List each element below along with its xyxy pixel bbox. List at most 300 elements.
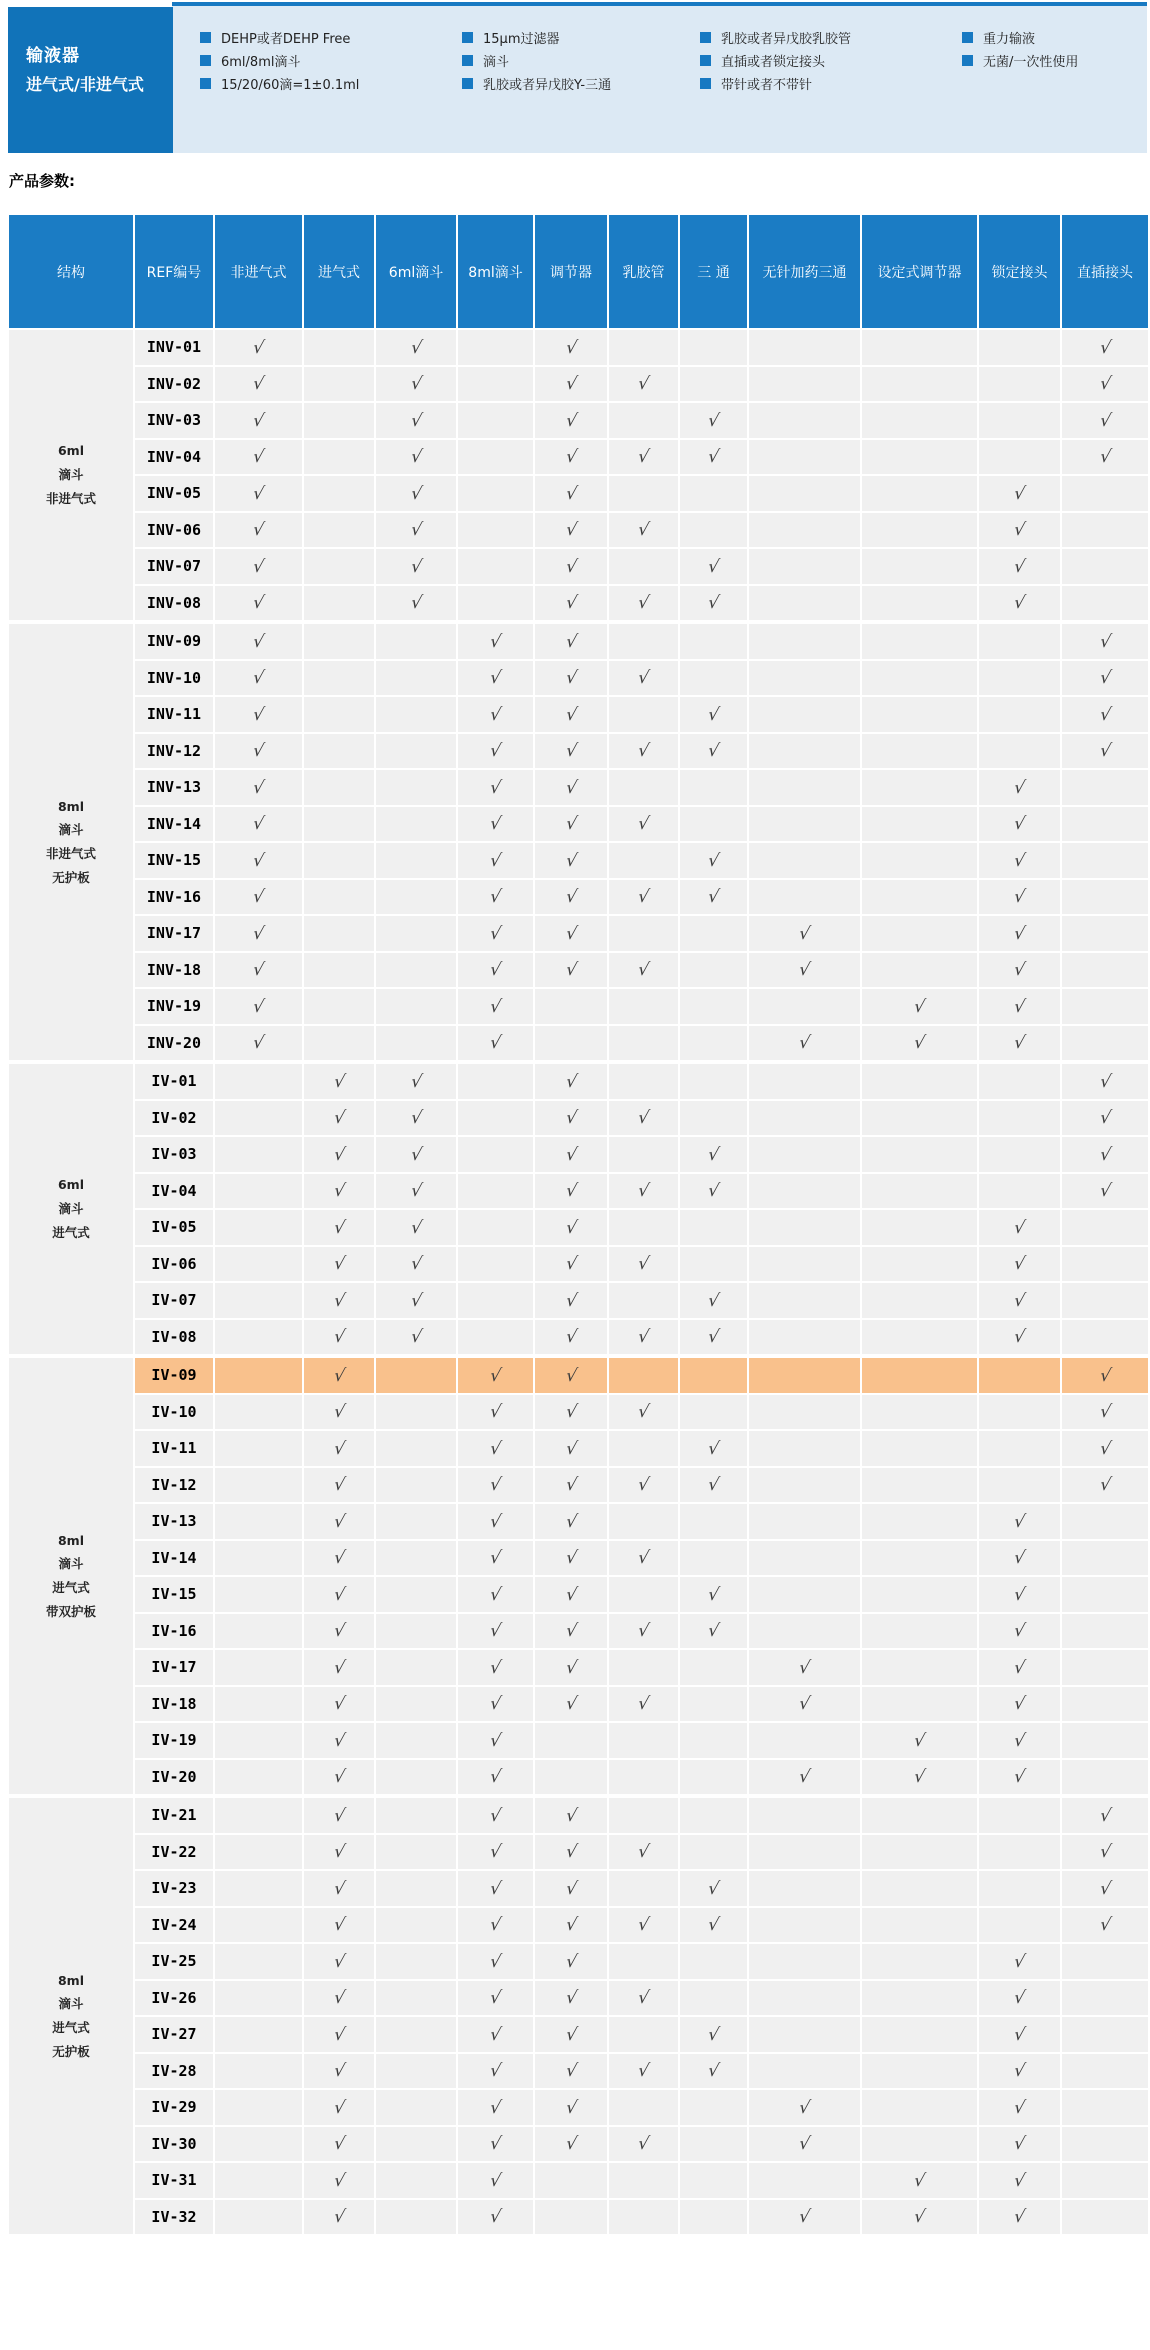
check-cell-直插接头 [1061,842,1149,879]
check-icon: √ [331,1402,347,1423]
ref-cell: INV-15 [134,842,214,879]
check-cell-调节器 [534,512,608,549]
check-cell-非进气式 [214,733,303,770]
check-cell-设定式调节器 [861,1246,978,1283]
check-cell-乳胶管 [608,585,679,623]
check-cell-锁定接头 [978,915,1061,952]
check-cell-无针加药三通 [748,988,861,1025]
check-icon: √ [636,1988,651,2009]
check-icon: √ [488,2097,503,2118]
check-cell-6ml滴斗 [375,1356,457,1394]
check-cell-6ml滴斗 [375,548,457,585]
table-row-INV-18[interactable] [8,952,1149,989]
check-cell-非进气式 [214,842,303,879]
check-icon: √ [563,1915,579,1936]
check-cell-调节器 [534,1246,608,1283]
feature-item [700,72,962,95]
check-cell-8ml滴斗 [457,512,534,549]
check-cell-设定式调节器 [861,585,978,623]
check-cell-乳胶管 [608,733,679,770]
ref-cell: IV-17 [134,1649,214,1686]
check-cell-8ml滴斗 [457,2126,534,2163]
check-cell-8ml滴斗 [457,1980,534,2017]
table-row-INV-20[interactable] [8,1025,1149,1063]
table-row-INV-16[interactable] [8,879,1149,916]
check-icon: √ [1097,1878,1113,1899]
check-cell-乳胶管 [608,2053,679,2090]
check-icon: √ [251,483,266,504]
check-cell-设定式调节器 [861,1319,978,1357]
ref-cell: INV-10 [134,660,214,697]
check-icon: √ [1097,1842,1113,1863]
check-cell-进气式 [303,622,375,660]
check-cell-直插接头 [1061,879,1149,916]
check-cell-8ml滴斗 [457,915,534,952]
table-row-IV-21[interactable] [8,1796,1149,1834]
table-row-INV-13[interactable] [8,769,1149,806]
table-row-INV-17[interactable] [8,915,1149,952]
table-row-IV-24[interactable] [8,1907,1149,1944]
check-icon: √ [797,2097,812,2118]
check-cell-非进气式 [214,1540,303,1577]
check-cell-三通 [679,988,748,1025]
ref-cell: INV-06 [134,512,214,549]
check-cell-锁定接头 [978,1430,1061,1467]
table-row-IV-23[interactable] [8,1870,1149,1907]
check-cell-乳胶管 [608,1503,679,1540]
check-cell-6ml滴斗 [375,622,457,660]
check-cell-设定式调节器 [861,439,978,476]
feature-item [462,49,700,72]
check-cell-乳胶管 [608,2016,679,2053]
table-header-cell-7: 乳胶管 [608,214,679,329]
check-cell-无针加药三通 [748,696,861,733]
check-icon: √ [706,1915,721,1936]
check-cell-锁定接头 [978,1759,1061,1797]
check-cell-6ml滴斗 [375,2162,457,2199]
check-cell-三通 [679,1467,748,1504]
check-cell-非进气式 [214,2126,303,2163]
check-cell-进气式 [303,2126,375,2163]
check-icon: √ [1097,1915,1113,1936]
check-cell-乳胶管 [608,2199,679,2236]
check-cell-无针加药三通 [748,1686,861,1723]
check-cell-直插接头 [1061,1062,1149,1100]
check-cell-6ml滴斗 [375,1209,457,1246]
check-cell-8ml滴斗 [457,733,534,770]
table-row-IV-07[interactable] [8,1282,1149,1319]
table-row-IV-10[interactable] [8,1394,1149,1431]
check-cell-乳胶管 [608,1356,679,1394]
check-cell-无针加药三通 [748,1834,861,1871]
check-icon: √ [1097,1071,1113,1092]
check-cell-调节器 [534,439,608,476]
check-cell-调节器 [534,2126,608,2163]
check-icon: √ [563,1951,579,1972]
ref-cell: IV-29 [134,2089,214,2126]
table-row-IV-06[interactable] [8,1246,1149,1283]
check-cell-无针加药三通 [748,1467,861,1504]
check-cell-乳胶管 [608,1907,679,1944]
table-row-IV-04[interactable] [8,1173,1149,1210]
check-cell-锁定接头 [978,1209,1061,1246]
check-icon: √ [636,887,651,908]
structure-line: 滴斗 [58,1201,84,1217]
check-cell-设定式调节器 [861,1062,978,1100]
check-cell-三通 [679,915,748,952]
bullet-square-icon [200,78,211,89]
check-cell-非进气式 [214,1136,303,1173]
check-cell-锁定接头 [978,2016,1061,2053]
check-icon: √ [563,556,579,577]
check-cell-无针加药三通 [748,1173,861,1210]
check-icon: √ [408,1327,424,1348]
table-row-IV-15[interactable] [8,1576,1149,1613]
ref-cell: IV-10 [134,1394,214,1431]
table-row-INV-05[interactable] [8,475,1149,512]
table-row-INV-09[interactable] [8,622,1149,660]
table-row-IV-26[interactable] [8,1980,1149,2017]
check-icon: √ [1012,2207,1027,2228]
check-icon: √ [636,520,651,541]
check-cell-非进气式 [214,1319,303,1357]
check-cell-调节器 [534,2089,608,2126]
check-cell-6ml滴斗 [375,879,457,916]
check-icon: √ [488,2024,503,2045]
check-cell-进气式 [303,1834,375,1871]
check-cell-6ml滴斗 [375,1025,457,1063]
check-cell-无针加药三通 [748,1319,861,1357]
table-row-IV-25[interactable] [8,1943,1149,1980]
table-row-IV-27[interactable] [8,2016,1149,2053]
check-cell-锁定接头 [978,1503,1061,1540]
check-cell-设定式调节器 [861,1209,978,1246]
check-cell-6ml滴斗 [375,1062,457,1100]
check-cell-乳胶管 [608,769,679,806]
structure-line: 非进气式 [45,846,96,861]
check-icon: √ [488,996,503,1017]
check-cell-调节器 [534,1796,608,1834]
table-row-IV-12[interactable] [8,1467,1149,1504]
check-icon: √ [912,2170,927,2191]
check-cell-三通 [679,769,748,806]
check-cell-6ml滴斗 [375,1430,457,1467]
check-cell-非进气式 [214,1025,303,1063]
check-cell-调节器 [534,1943,608,1980]
check-cell-进气式 [303,988,375,1025]
table-row-IV-28[interactable] [8,2053,1149,2090]
check-cell-设定式调节器 [861,1613,978,1650]
check-cell-乳胶管 [608,1136,679,1173]
check-cell-8ml滴斗 [457,1686,534,1723]
table-row-IV-31[interactable] [8,2162,1149,2199]
check-icon: √ [1012,1290,1027,1311]
check-cell-锁定接头 [978,1613,1061,1650]
check-cell-三通 [679,660,748,697]
table-row-IV-03[interactable] [8,1136,1149,1173]
check-icon: √ [1012,1694,1027,1715]
table-row-IV-08[interactable] [8,1319,1149,1357]
check-cell-设定式调节器 [861,1100,978,1137]
check-icon: √ [1097,410,1113,431]
check-cell-非进气式 [214,660,303,697]
bullet-square-icon [462,78,473,89]
check-cell-6ml滴斗 [375,1246,457,1283]
check-cell-无针加药三通 [748,2053,861,2090]
table-row-IV-18[interactable] [8,1686,1149,1723]
check-cell-进气式 [303,2162,375,2199]
table-row-INV-04[interactable] [8,439,1149,476]
table-header-cell-4: 6ml滴斗 [375,214,457,329]
check-cell-进气式 [303,1649,375,1686]
check-cell-锁定接头 [978,842,1061,879]
check-icon: √ [408,410,424,431]
check-icon: √ [636,1475,651,1496]
check-cell-6ml滴斗 [375,842,457,879]
check-icon: √ [331,1951,347,1972]
ref-cell: IV-16 [134,1613,214,1650]
check-cell-无针加药三通 [748,1246,861,1283]
ref-cell: INV-12 [134,733,214,770]
table-row-IV-05[interactable] [8,1209,1149,1246]
check-icon: √ [636,1915,651,1936]
banner-feature-panel [172,2,1147,153]
check-cell-6ml滴斗 [375,1907,457,1944]
check-cell-无针加药三通 [748,1907,861,1944]
table-row-IV-30[interactable] [8,2126,1149,2163]
check-icon: √ [797,960,812,981]
table-row-INV-11[interactable] [8,696,1149,733]
check-cell-三通 [679,1870,748,1907]
check-cell-非进气式 [214,402,303,439]
check-icon: √ [1012,1548,1027,1569]
check-cell-锁定接头 [978,1576,1061,1613]
check-cell-非进气式 [214,1430,303,1467]
check-cell-乳胶管 [608,2089,679,2126]
table-row-INV-12[interactable] [8,733,1149,770]
check-cell-调节器 [534,769,608,806]
check-icon: √ [706,1144,721,1165]
check-cell-8ml滴斗 [457,1282,534,1319]
check-cell-乳胶管 [608,1576,679,1613]
table-row-INV-19[interactable] [8,988,1149,1025]
table-row-IV-02[interactable] [8,1100,1149,1137]
check-icon: √ [706,1181,721,1202]
check-cell-进气式 [303,952,375,989]
table-row-INV-08[interactable] [8,585,1149,623]
check-cell-8ml滴斗 [457,1907,534,1944]
table-row-IV-14[interactable] [8,1540,1149,1577]
table-head [8,214,1149,329]
check-icon: √ [331,1657,347,1678]
check-cell-调节器 [534,1100,608,1137]
check-icon: √ [331,1327,347,1348]
check-cell-进气式 [303,2199,375,2236]
ref-cell: INV-17 [134,915,214,952]
check-cell-设定式调节器 [861,366,978,403]
check-cell-锁定接头 [978,806,1061,843]
check-cell-锁定接头 [978,879,1061,916]
check-icon: √ [706,2024,721,2045]
table-row-IV-16[interactable] [8,1613,1149,1650]
check-cell-6ml滴斗 [375,329,457,366]
table-row-IV-19[interactable] [8,1722,1149,1759]
check-cell-8ml滴斗 [457,806,534,843]
structure-line: 8ml [57,1532,84,1548]
check-cell-6ml滴斗 [375,1613,457,1650]
table-row-IV-17[interactable] [8,1649,1149,1686]
table-header-cell-3: 进气式 [303,214,375,329]
check-icon: √ [331,2134,347,2155]
check-icon: √ [563,631,579,652]
table-row-INV-10[interactable] [8,660,1149,697]
check-cell-无针加药三通 [748,1025,861,1063]
check-icon: √ [636,1548,651,1569]
check-cell-三通 [679,1025,748,1063]
check-icon: √ [251,337,266,358]
check-cell-进气式 [303,1722,375,1759]
check-icon: √ [488,1805,503,1826]
check-cell-设定式调节器 [861,475,978,512]
check-icon: √ [563,1217,579,1238]
check-cell-无针加药三通 [748,952,861,989]
check-icon: √ [251,850,266,871]
check-cell-锁定接头 [978,1246,1061,1283]
table-row-IV-09[interactable] [8,1356,1149,1394]
table-row-INV-06[interactable] [8,512,1149,549]
table-row-INV-01[interactable] [8,329,1149,366]
check-cell-调节器 [534,1613,608,1650]
check-icon: √ [1097,741,1113,762]
check-cell-锁定接头 [978,1467,1061,1504]
check-cell-乳胶管 [608,842,679,879]
check-cell-调节器 [534,1870,608,1907]
table-row-INV-14[interactable] [8,806,1149,843]
check-icon: √ [636,1402,651,1423]
check-cell-进气式 [303,1173,375,1210]
check-cell-直插接头 [1061,915,1149,952]
check-cell-三通 [679,402,748,439]
check-cell-非进气式 [214,1722,303,1759]
check-cell-非进气式 [214,585,303,623]
check-cell-非进气式 [214,1686,303,1723]
check-icon: √ [797,1033,812,1054]
check-icon: √ [1012,1767,1027,1788]
table-row-IV-22[interactable] [8,1834,1149,1871]
table-row-INV-02[interactable] [8,366,1149,403]
table-row-INV-15[interactable] [8,842,1149,879]
check-cell-设定式调节器 [861,512,978,549]
ref-cell: IV-12 [134,1467,214,1504]
check-icon: √ [563,814,579,835]
check-cell-直插接头 [1061,2053,1149,2090]
check-cell-6ml滴斗 [375,1100,457,1137]
check-cell-设定式调节器 [861,769,978,806]
check-cell-锁定接头 [978,1834,1061,1871]
table-row-IV-13[interactable] [8,1503,1149,1540]
check-icon: √ [636,960,651,981]
check-cell-6ml滴斗 [375,1796,457,1834]
check-cell-无针加药三通 [748,1282,861,1319]
table-row-IV-11[interactable] [8,1430,1149,1467]
check-cell-6ml滴斗 [375,1503,457,1540]
check-icon: √ [251,631,266,652]
table-row-IV-20[interactable] [8,1759,1149,1797]
check-icon: √ [331,1438,347,1459]
check-cell-锁定接头 [978,1540,1061,1577]
check-cell-8ml滴斗 [457,1834,534,1871]
check-cell-设定式调节器 [861,1356,978,1394]
structure-line: 进气式 [52,2020,90,2035]
ref-cell: INV-13 [134,769,214,806]
check-icon: √ [563,1657,579,1678]
check-cell-乳胶管 [608,439,679,476]
check-cell-设定式调节器 [861,1980,978,2017]
check-icon: √ [488,1988,503,2009]
structure-line: 滴斗 [58,1996,84,2012]
check-cell-直插接头 [1061,1503,1149,1540]
check-cell-三通 [679,1503,748,1540]
table-row-IV-29[interactable] [8,2089,1149,2126]
check-cell-进气式 [303,2089,375,2126]
table-row-IV-32[interactable] [8,2199,1149,2236]
check-cell-直插接头 [1061,1759,1149,1797]
check-cell-进气式 [303,1980,375,2017]
check-icon: √ [636,668,651,689]
check-cell-进气式 [303,1136,375,1173]
table-row-INV-07[interactable] [8,548,1149,585]
table-row-IV-01[interactable] [8,1062,1149,1100]
table-header-cell-11: 锁定接头 [978,214,1061,329]
check-icon: √ [1012,814,1027,835]
check-cell-三通 [679,1100,748,1137]
check-cell-非进气式 [214,1209,303,1246]
check-icon: √ [563,1878,579,1899]
check-cell-直插接头 [1061,402,1149,439]
check-cell-调节器 [534,2016,608,2053]
check-cell-三通 [679,1282,748,1319]
check-cell-调节器 [534,548,608,585]
check-cell-直插接头 [1061,1834,1149,1871]
check-icon: √ [912,2207,927,2228]
check-icon: √ [563,2024,579,2045]
check-icon: √ [331,1915,347,1936]
check-cell-三通 [679,806,748,843]
check-cell-6ml滴斗 [375,1722,457,1759]
check-cell-6ml滴斗 [375,1467,457,1504]
ref-cell: INV-01 [134,329,214,366]
table-row-INV-03[interactable] [8,402,1149,439]
check-icon: √ [563,1842,579,1863]
check-cell-三通 [679,2199,748,2236]
feature-columns [200,26,1147,95]
check-cell-非进气式 [214,1796,303,1834]
check-cell-乳胶管 [608,915,679,952]
check-icon: √ [563,2061,579,2082]
check-icon: √ [488,960,503,981]
check-cell-8ml滴斗 [457,1870,534,1907]
check-cell-进气式 [303,660,375,697]
check-icon: √ [1012,2134,1027,2155]
check-icon: √ [636,1327,651,1348]
check-cell-三通 [679,1319,748,1357]
feature-item-label: 无菌/一次性使用 [983,55,1079,70]
check-cell-直插接头 [1061,329,1149,366]
check-icon: √ [251,887,266,908]
check-cell-直插接头 [1061,2016,1149,2053]
check-cell-8ml滴斗 [457,1062,534,1100]
check-cell-乳胶管 [608,952,679,989]
